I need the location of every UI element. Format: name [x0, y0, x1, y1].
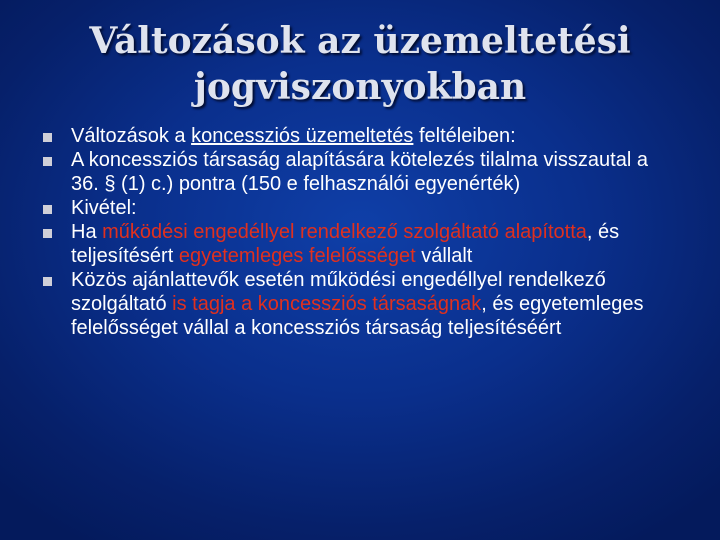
bullet-text-highlight: működési engedéllyel rendelkező szolgáltató alapította — [102, 221, 587, 243]
bullet-text-post: , és egyetemleges felelősséget vállal a koncessziós társaság teljesítéséért — [71, 293, 644, 339]
bullet-text: Kivétel: — [71, 197, 137, 219]
bullet-item — [40, 220, 680, 268]
bullet-list — [40, 124, 680, 340]
bullet-item — [40, 148, 680, 196]
slide-title — [60, 18, 660, 110]
square-bullet-icon — [43, 205, 52, 214]
slide-title-line-2: jogviszonyokban — [193, 66, 527, 108]
bullet-text-highlight: egyetemleges felelősséget — [178, 245, 416, 267]
bullet-text-pre: Közös ajánlattevők esetén működési engedéllyel rendelkező szolgáltató — [71, 269, 606, 315]
bullet-text-highlight: is tagja a koncessziós társaságnak — [172, 293, 482, 315]
slide-title-line-1: Változások az üzemeltetési — [89, 20, 631, 62]
square-bullet-icon — [43, 277, 52, 286]
square-bullet-icon — [43, 229, 52, 238]
square-bullet-icon — [43, 157, 52, 166]
bullet-item — [40, 196, 680, 220]
square-bullet-icon — [43, 133, 52, 142]
bullet-text-underlined: koncessziós üzemeltetés — [191, 125, 414, 147]
bullet-text-post: feltéleiben: — [413, 125, 516, 147]
bullet-item — [40, 268, 680, 340]
bullet-text-pre: Változások a — [71, 125, 192, 147]
bullet-text-pre: Ha — [71, 221, 103, 243]
bullet-text-post: vállalt — [415, 245, 473, 267]
bullet-text-mid: , és teljesítésért — [71, 221, 620, 267]
bullet-item — [40, 124, 680, 148]
bullet-text: A koncessziós társaság alapítására kötelezés tilalma visszautal a 36. § (1) c.) pontra (150 e felhasználói egyenérték) — [71, 149, 648, 195]
